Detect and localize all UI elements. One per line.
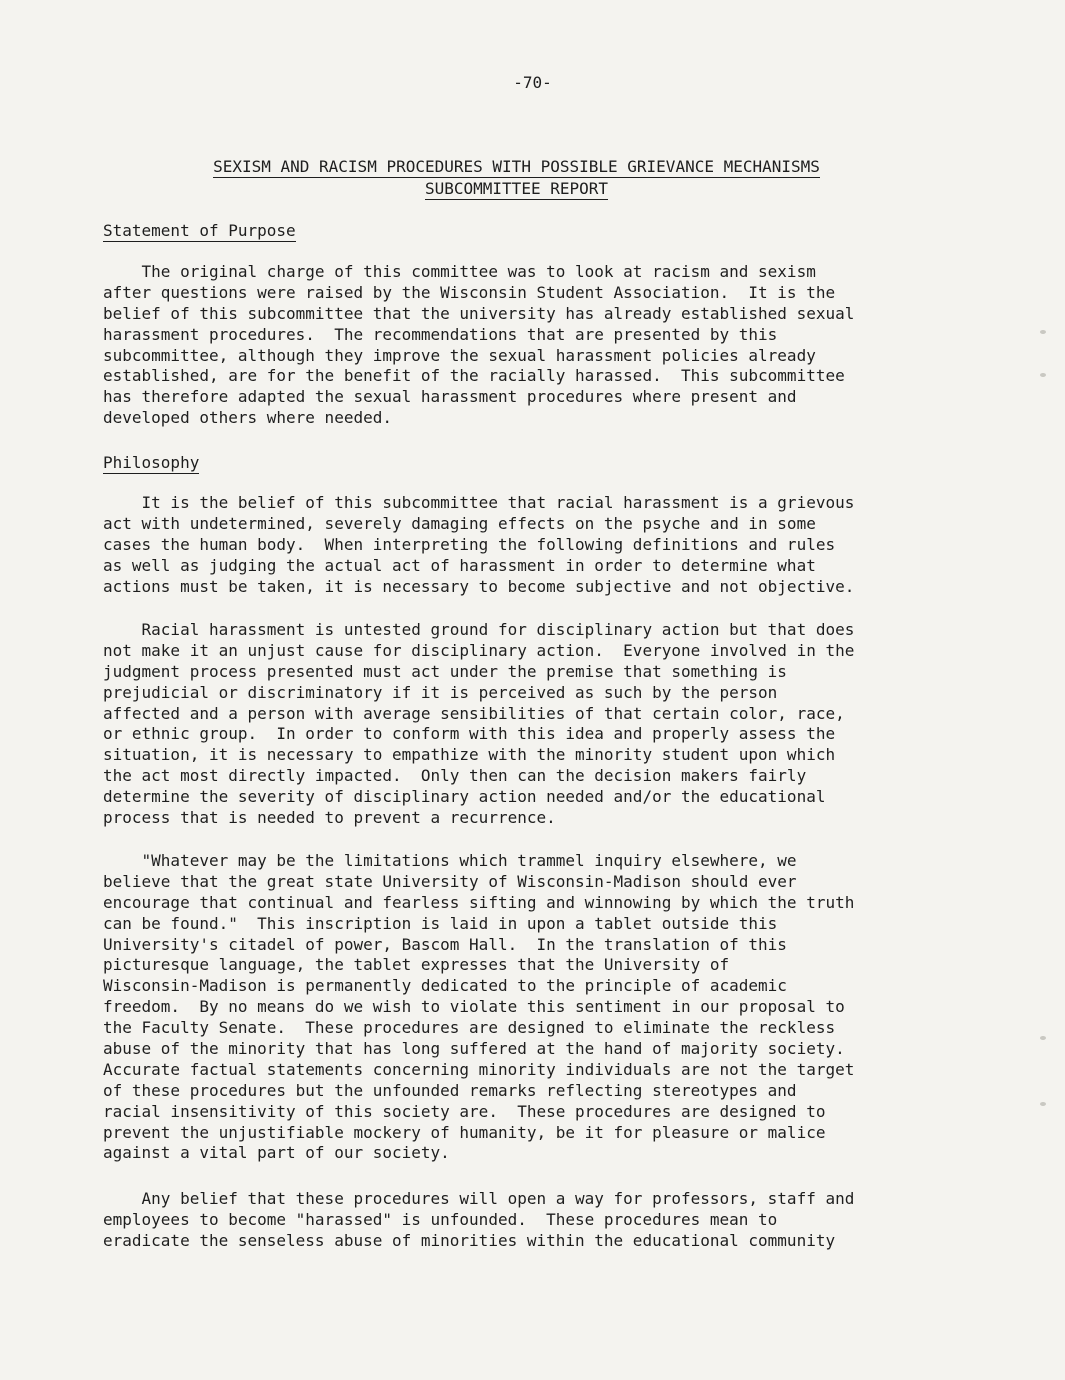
text-line: Accurate factual statements concerning minority individuals are not the target xyxy=(103,1059,855,1079)
section-heading-philosophy: Philosophy xyxy=(103,453,200,472)
text-line: Any belief that these procedures will open a way for professors, staff and xyxy=(103,1189,855,1208)
text-line: actions must be taken, it is necessary to become subjective and not objective. xyxy=(103,576,855,596)
paragraph-philosophy-4 xyxy=(103,1189,1003,1252)
page-number: -70- xyxy=(513,73,552,92)
report-title-line-2: SUBCOMMITTEE REPORT xyxy=(424,179,609,198)
text-line: eradicate the senseless abuse of minorities within the educational community xyxy=(103,1230,836,1250)
binder-hole-mark xyxy=(1040,330,1046,334)
text-line: act with undetermined, severely damaging effects on the psyche and in some xyxy=(103,513,816,533)
text-line: abuse of the minority that has long suffered at the hand of majority society. xyxy=(103,1039,845,1059)
paragraph-philosophy-3 xyxy=(103,851,1003,1164)
text-line: process that is needed to prevent a recurrence. xyxy=(103,808,556,828)
text-line: developed others where needed. xyxy=(103,408,392,428)
text-line: Wisconsin-Madison is permanently dedicated to the principle of academic xyxy=(103,976,787,996)
text-line: after questions were raised by the Wisconsin Student Association. It is the xyxy=(103,282,836,302)
text-line: as well as judging the actual act of harassment in order to determine what xyxy=(103,555,816,575)
text-line: The original charge of this committee was to look at racism and sexism xyxy=(103,262,816,281)
text-line: the Faculty Senate. These procedures are designed to eliminate the reckless xyxy=(103,1018,836,1038)
binder-hole-mark xyxy=(1040,1102,1046,1106)
text-line: racial insensitivity of this society are. These procedures are designed to xyxy=(103,1101,826,1121)
text-line: has therefore adapted the sexual harassment procedures where present and xyxy=(103,387,797,407)
text-line: It is the belief of this subcommittee that racial harassment is a grievous xyxy=(103,493,855,512)
text-line: prevent the unjustifiable mockery of humanity, be it for pleasure or malice xyxy=(103,1122,826,1142)
text-line: University's citadel of power, Bascom Hall. In the translation of this xyxy=(103,934,787,954)
text-line: believe that the great state University of Wisconsin-Madison should ever xyxy=(103,871,797,891)
text-line: affected and a person with average sensibilities of that certain color, race, xyxy=(103,703,845,723)
report-subtitle xyxy=(0,178,1033,199)
paragraph-philosophy-2 xyxy=(103,620,1003,829)
text-line: prejudicial or discriminatory if it is perceived as such by the person xyxy=(103,682,778,702)
text-line: determine the severity of disciplinary action needed and/or the educational xyxy=(103,787,826,807)
binder-hole-mark xyxy=(1040,373,1046,377)
report-title xyxy=(0,156,1033,177)
text-line: judgment process presented must act under the premise that something is xyxy=(103,661,787,681)
text-line: not make it an unjust cause for disciplinary action. Everyone involved in the xyxy=(103,640,855,660)
text-line: "Whatever may be the limitations which trammel inquiry elsewhere, we xyxy=(103,851,797,870)
report-title-line-1: SEXISM AND RACISM PROCEDURES WITH POSSIBLE GRIEVANCE MECHANISMS xyxy=(213,157,820,176)
text-line: harassment procedures. The recommendations that are presented by this xyxy=(103,324,778,344)
text-line: against a vital part of our society. xyxy=(103,1143,450,1163)
text-line: the act most directly impacted. Only then can the decision makers fairly xyxy=(103,766,807,786)
text-line: of these procedures but the unfounded remarks reflecting stereotypes and xyxy=(103,1080,797,1100)
text-line: employees to become "harassed" is unfounded. These procedures mean to xyxy=(103,1209,778,1229)
text-line: or ethnic group. In order to conform with this idea and properly assess the xyxy=(103,724,836,744)
text-line: encourage that continual and fearless sifting and winnowing by which the truth xyxy=(103,892,855,912)
binder-hole-mark xyxy=(1040,1036,1046,1040)
text-line: can be found." This inscription is laid in upon a tablet outside this xyxy=(103,913,778,933)
paragraph-purpose xyxy=(103,262,1003,429)
text-line: situation, it is necessary to empathize with the minority student upon which xyxy=(103,745,836,765)
text-line: Racial harassment is untested ground for disciplinary action but that does xyxy=(103,620,855,639)
text-line: cases the human body. When interpreting the following definitions and rules xyxy=(103,534,836,554)
text-line: freedom. By no means do we wish to violate this sentiment in our proposal to xyxy=(103,997,845,1017)
section-heading-purpose: Statement of Purpose xyxy=(103,221,296,240)
text-line: subcommittee, although they improve the sexual harassment policies already xyxy=(103,345,816,365)
paragraph-philosophy-1 xyxy=(103,493,1003,597)
text-line: established, are for the benefit of the racially harassed. This subcommittee xyxy=(103,366,845,386)
text-line: picturesque language, the tablet expresses that the University of xyxy=(103,955,730,975)
text-line: belief of this subcommittee that the university has already established sexual xyxy=(103,303,855,323)
